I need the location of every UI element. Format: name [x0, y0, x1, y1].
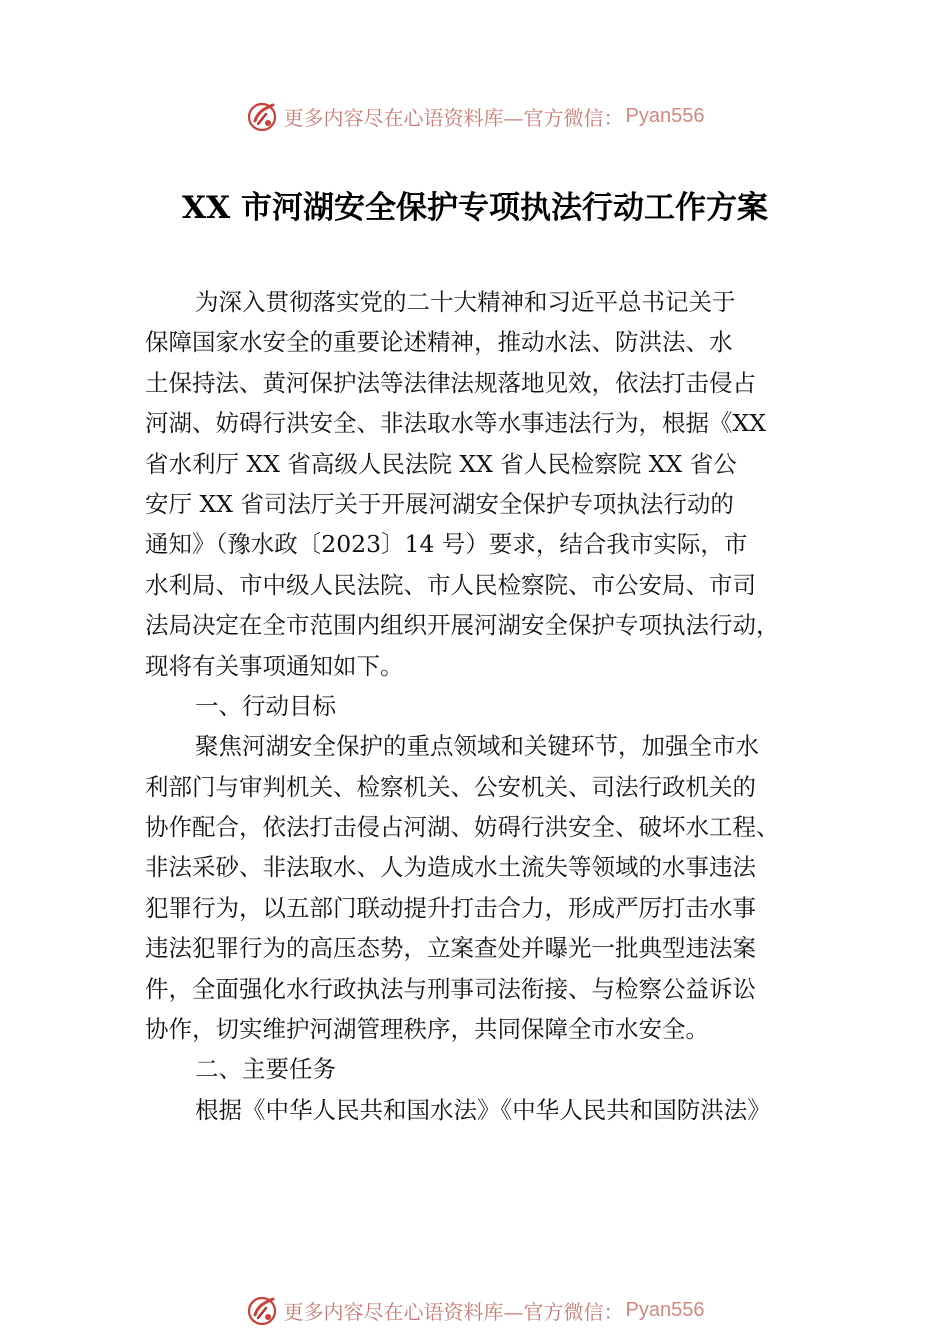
body-line: 协作配合，依法打击侵占河湖、妨碍行洪安全、破坏水工程、 — [145, 813, 780, 842]
body-line: 省水利厅 XX 省高级人民法院 XX 省人民检察院 XX 省公 — [145, 449, 737, 478]
body-line: 通知》（豫水政〔2023〕14 号）要求，结合我市实际，市 — [145, 530, 748, 559]
brand-logo-icon — [246, 99, 280, 133]
body-line: 水利局、市中级人民法院、市人民检察院、市公安局、市司 — [145, 570, 756, 599]
watermark-site-text: 更多内容尽在心语资料库—官方微信： — [283, 1299, 624, 1324]
watermark-header — [0, 96, 950, 136]
watermark-wechat-id: Pyan556 — [625, 104, 705, 127]
section-heading: 一、行动目标 — [195, 691, 336, 720]
watermark-footer — [0, 1290, 950, 1330]
body-line: 件，全面强化水行政执法与刑事司法衔接、与检察公益诉讼 — [145, 974, 756, 1003]
body-line: 根据《中华人民共和国水法》《中华人民共和国防洪法》 — [195, 1095, 771, 1124]
body-line: 现将有关事项通知如下。 — [145, 651, 404, 680]
watermark-site-text: 更多内容尽在心语资料库—官方微信： — [283, 105, 624, 130]
document-title: XX 市河湖安全保护专项执法行动工作方案 — [182, 190, 768, 226]
body-line: 协作，切实维护河湖管理秩序，共同保障全市水安全。 — [145, 1015, 709, 1044]
body-line: 违法犯罪行为的高压态势，立案查处并曝光一批典型违法案 — [145, 934, 756, 963]
body-line: 安厅 XX 省司法厅关于开展河湖安全保护专项执法行动的 — [145, 489, 734, 518]
body-line: 犯罪行为，以五部门联动提升打击合力，形成严厉打击水事 — [145, 893, 756, 922]
section-heading: 二、主要任务 — [195, 1055, 336, 1084]
body-line: 河湖、妨碍行洪安全、非法取水等水事违法行为，根据《XX — [145, 409, 766, 438]
watermark-wechat-id: Pyan556 — [625, 1298, 705, 1321]
body-line: 土保持法、黄河保护法等法律法规落地见效，依法打击侵占 — [145, 368, 756, 397]
body-line: 为深入贯彻落实党的二十大精神和习近平总书记关于 — [195, 288, 736, 316]
body-line: 法局决定在全市范围内组织开展河湖安全保护专项执法行动， — [145, 611, 780, 640]
document-body — [145, 282, 825, 1130]
brand-logo-icon — [246, 1293, 280, 1327]
body-line: 保障国家水安全的重要论述精神，推动水法、防洪法、水 — [145, 328, 733, 357]
body-line: 利部门与审判机关、检察机关、公安机关、司法行政机关的 — [145, 772, 756, 801]
body-line: 非法采砂、非法取水、人为造成水土流失等领域的水事违法 — [145, 853, 756, 882]
body-line: 聚焦河湖安全保护的重点领域和关键环节，加强全市水 — [195, 732, 759, 761]
